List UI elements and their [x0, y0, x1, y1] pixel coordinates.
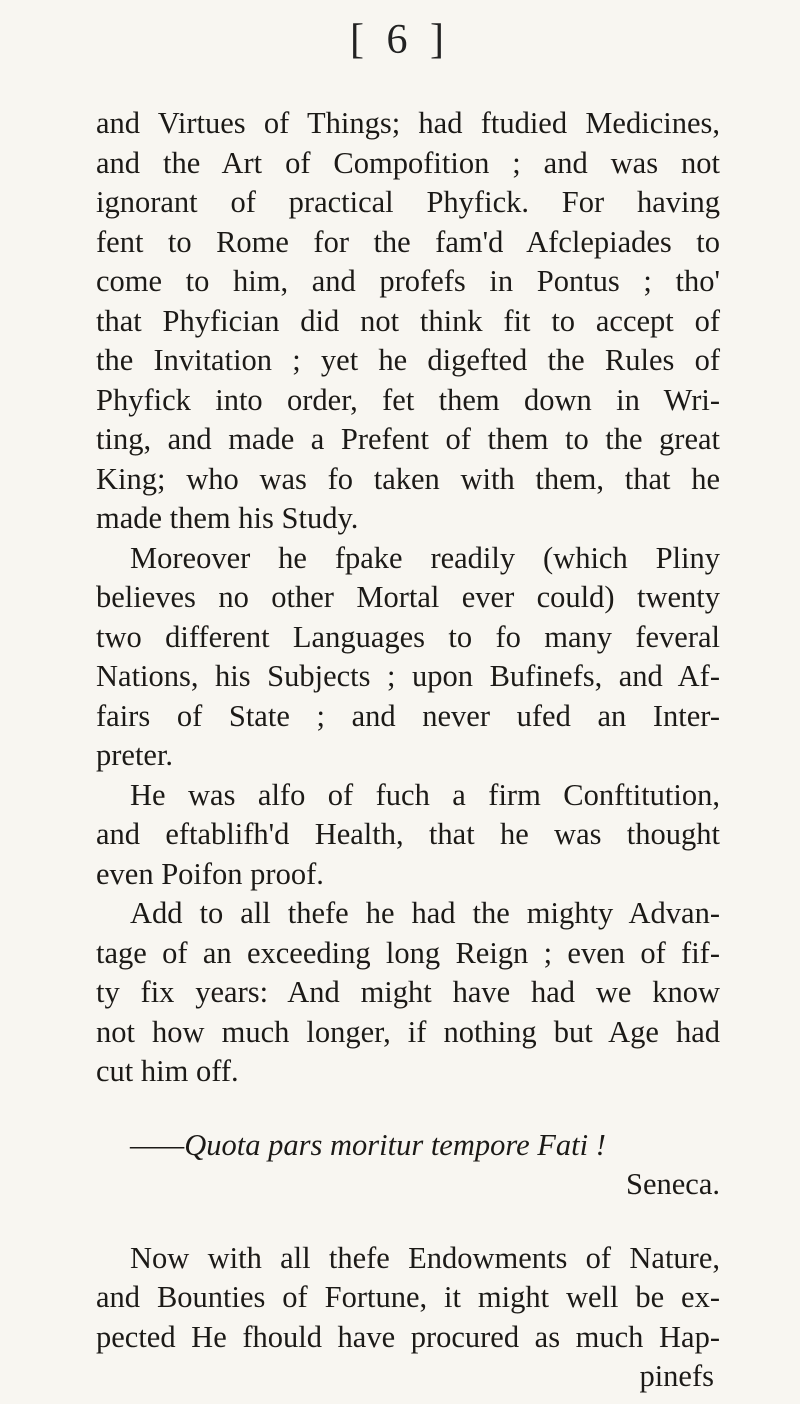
text-line: Now with all thefe Endowments of Nature, — [130, 1240, 720, 1275]
paragraph-3 — [96, 776, 720, 895]
text-line: fent to Rome for the fam'd Afclepiades to — [96, 224, 720, 259]
text-line: and Virtues of Things; had ftudied Medicines, — [96, 106, 720, 140]
text-line: and Bounties of Fortune, it might well be ex- — [96, 1280, 720, 1314]
text-line: cut him off. — [96, 1054, 239, 1088]
page-number: [ 6 ] — [350, 17, 450, 63]
body-text — [96, 104, 720, 1397]
latin-quote: ——Quota pars moritur tempore Fati ! — [130, 1127, 606, 1162]
text-line: two different Languages to fo many feveral — [96, 619, 720, 654]
text-line: fairs of State ; and never ufed an Inter- — [96, 698, 720, 733]
text-line: Moreover he fpake readily (which Pliny — [130, 540, 720, 575]
text-line: the Invitation ; yet he digefted the Rules of — [96, 343, 720, 377]
text-line: pected He fhould have procured as much Hap- — [96, 1319, 720, 1354]
text-line: preter. — [96, 738, 174, 772]
spacer — [96, 1205, 720, 1239]
text-line: ting, and made a Prefent of them to the great — [96, 422, 720, 456]
text-line: Add to all thefe he had the mighty Advan- — [130, 896, 720, 930]
text-line: not how much longer, if nothing but Age had — [96, 1014, 720, 1049]
catchword: pinefs — [639, 1359, 714, 1393]
text-line: Nations, his Subjects ; upon Bufinefs, and Af- — [96, 659, 720, 693]
paragraph-2 — [96, 539, 720, 776]
text-line: and the Art of Compofition ; and was not — [96, 145, 720, 180]
text-line: King; who was fo taken with them, that he — [96, 461, 720, 496]
text-line: Phyfick into order, fet them down in Wri- — [96, 382, 720, 417]
paragraph-4 — [96, 894, 720, 1092]
paragraph-5 — [96, 1239, 720, 1397]
epigraph — [96, 1126, 720, 1205]
text-line: He was alfo of fuch a firm Conftitution, — [130, 777, 720, 812]
text-line: ignorant of practical Phyfick. For having — [96, 185, 720, 219]
quote-attribution: Seneca. — [626, 1167, 720, 1201]
text-line: and eftablifh'd Health, that he was thought — [96, 817, 720, 851]
spacer — [96, 1092, 720, 1126]
paragraph-1 — [96, 104, 720, 539]
text-line: even Poifon proof. — [96, 856, 324, 891]
text-line: made them his Study. — [96, 501, 359, 535]
text-line: come to him, and profefs in Pontus ; tho' — [96, 264, 720, 298]
text-line: ty fix years: And might have had we know — [96, 975, 720, 1009]
text-line: that Phyfician did not think fit to accept of — [96, 303, 720, 338]
text-line: tage of an exceeding long Reign ; even of fif- — [96, 935, 720, 970]
text-line: believes no other Mortal ever could) twenty — [96, 580, 720, 614]
